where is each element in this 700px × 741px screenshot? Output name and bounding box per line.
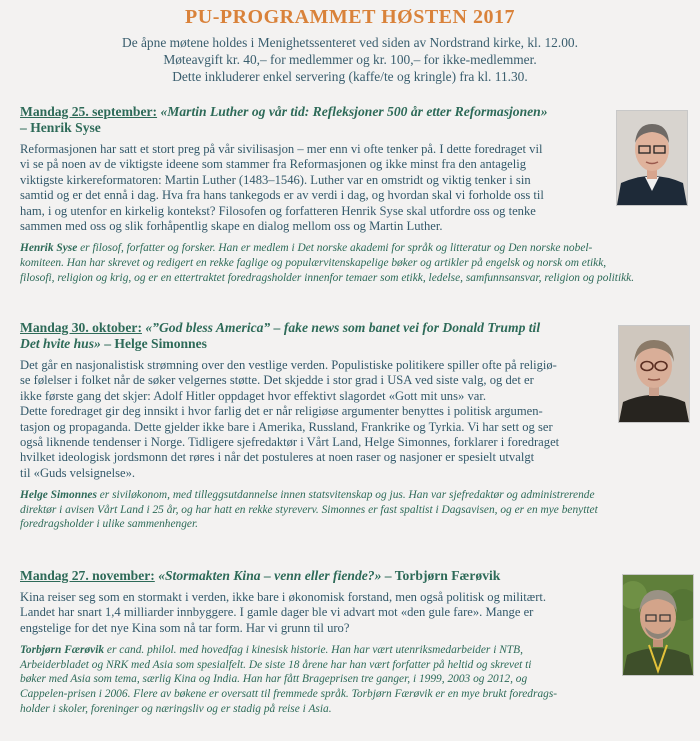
text-line: Landet har snart 1,4 milliarder innbyggere. I gamle dager ble vi advart mot «den gule fare». Mange er bbox=[20, 605, 534, 620]
speaker-photo-henrik-syse bbox=[616, 110, 688, 206]
text-line: Cappelen-prisen i 2006. Flere av bøkene er oversatt til fremmede språk. Torbjørn Færøvik er en mye brukt foredrags- bbox=[20, 688, 558, 700]
text-line: hvilket ideologisk jordsmonn det røres i når det postuleres at noen raser og nasjoner er spesielt utvalgt bbox=[20, 450, 535, 465]
event-description bbox=[20, 142, 610, 234]
bio-name: Henrik Syse bbox=[20, 242, 78, 255]
text-line: ham, i og utenfor en kirkelig kontekst? Filosofen og forfatteren Henrik Syse skal utfordre oss og tenke bbox=[20, 203, 536, 218]
bio-name: Helge Simonnes bbox=[20, 489, 97, 502]
text-line: filosofi, religion og krig, og er en ettertraktet foredragsholder innenfor temaer som etikk, ledelse, samfunnsansvar, religion og politikk. bbox=[20, 271, 635, 284]
intro-text bbox=[0, 34, 700, 85]
intro-line: Dette inkluderer enkel servering (kaffe/te og kringle) fra kl. 11.30. bbox=[172, 69, 528, 84]
speaker-bio bbox=[20, 241, 680, 285]
text-line: sammen med oss og slik forhåpentlig skape en dialog mellom oss og Martin Luther. bbox=[20, 219, 443, 234]
text-line: Dette foredraget gir deg innsikt i hvor farlig det er når religiøse argumenter benyttes i politisk argumen- bbox=[20, 404, 543, 419]
event-september bbox=[20, 104, 635, 285]
text-line: Kina reiser seg som en stormakt i verden, ikke bare i økonomisk forstand, men også politisk og militært. bbox=[20, 590, 547, 604]
text-line: tasjon og propaganda. Dette gjelder ikke bare i Amerika, Russland, Frankrike og Tyrkia. Vi har sett og ser bbox=[20, 419, 553, 434]
event-date: Mandag 25. september: bbox=[20, 104, 158, 119]
event-speaker: – Helge Simonnes bbox=[104, 336, 207, 351]
text-line: se følelser i folket når de søker velgernes støtte. Det skjedde i stor grad i USA ved siste valg, og det er bbox=[20, 373, 534, 388]
text-line: direktør i avisen Vårt Land i 25 år, og har hatt en rekke styreverv. Simonnes er fast spaltist i Dagsavisen, og er en mye benyttet bbox=[20, 503, 598, 516]
text-line: Arbeiderbladet og NRK med Asia som spesialfelt. De siste 18 årene har han vært forfatter på heltid og skrevet ti bbox=[20, 658, 532, 671]
event-heading bbox=[20, 320, 610, 352]
event-heading bbox=[20, 568, 610, 584]
intro-line: Møteavgift kr. 40,– for medlemmer og kr. 100,– for ikke-medlemmer. bbox=[163, 52, 537, 67]
text-line: bøker med Asia som tema, særlig Kina og India. Han har fått Brageprisen tre ganger, i 1999, 2003 og 2012, og bbox=[20, 673, 528, 686]
text-line: er siviløkonom, med tilleggsutdannelse innen statsvitenskap og jus. Han var sjefredaktør og administrerende bbox=[96, 489, 595, 502]
speaker-photo-helge-simonnes bbox=[618, 325, 690, 423]
speaker-photo-torbjorn-faerovik bbox=[622, 574, 694, 676]
event-talk-title: «Stormakten Kina – venn eller fiende?» bbox=[158, 568, 382, 583]
text-line: samtid og er det ennå i dag. Hva fra hans tankegods er av verdi i dag, og hvordan skal vi forholde oss til bbox=[20, 188, 544, 203]
speaker-bio bbox=[20, 488, 680, 532]
event-heading bbox=[20, 104, 610, 136]
event-date: Mandag 30. oktober: bbox=[20, 320, 142, 335]
event-october bbox=[20, 320, 610, 532]
event-date: Mandag 27. november: bbox=[20, 568, 155, 583]
event-talk-title: «”God bless America” – fake news som banet vei for Donald Trump til bbox=[145, 320, 541, 335]
text-line: ikke første gang det skjer: Adolf Hitler oppdaget hvor effektivt slagordet «Gott mit uns» var. bbox=[20, 388, 486, 403]
text-line: til «Guds velsignelse». bbox=[20, 465, 136, 480]
text-line: Det går en nasjonalistisk strømning over den vestlige verden. Populistiske politikere spiller ofte på religiø- bbox=[20, 358, 557, 372]
text-line: er filosof, forfatter og forsker. Han er medlem i Det norske akademi for språk og litteratur og Den norske nobel- bbox=[77, 242, 593, 255]
bio-name: Torbjørn Færøvik bbox=[20, 644, 105, 657]
text-line: viktigste kirkereformatoren: Martin Luther (1483–1546). Luther var en omstridt og viktig tenker i sin bbox=[20, 172, 531, 187]
text-line: engstelige for det nye Kina som nå tar form. Har vi grunn til uro? bbox=[20, 620, 350, 635]
text-line: også liknende tendenser i Norge. Tidligere sjefredaktør i Vårt Land, Helge Simonnes, forklarer i foredraget bbox=[20, 435, 560, 450]
event-speaker: – Henrik Syse bbox=[20, 120, 101, 135]
text-line: er cand. philol. med hovedfag i kinesisk historie. Han har vært utenriksmedarbeider i NTB, bbox=[104, 644, 523, 657]
event-talk-title-cont: Det hvite hus» bbox=[20, 336, 101, 351]
text-line: holder i skoler, foreninger og næringsliv og er stadig på reise i Asia. bbox=[20, 702, 332, 715]
event-speaker: – Torbjørn Færøvik bbox=[384, 568, 501, 583]
event-november bbox=[20, 568, 610, 716]
intro-line: De åpne møtene holdes i Menighetssenteret ved siden av Nordstrand kirke, kl. 12.00. bbox=[122, 35, 578, 50]
event-description bbox=[20, 358, 610, 481]
text-line: vi se på noen av de viktigste ideene som stammer fra Reformasjonen og ikke minst fra den antagelig bbox=[20, 157, 527, 172]
speaker-bio bbox=[20, 643, 610, 716]
event-description bbox=[20, 590, 610, 636]
page-title: PU-PROGRAMMET HØSTEN 2017 bbox=[185, 6, 515, 28]
text-line: foredragsholder i ulike sammenhenger. bbox=[20, 518, 199, 531]
event-talk-title: «Martin Luther og vår tid: Refleksjoner 500 år etter Reformasjonen» bbox=[160, 104, 548, 119]
text-line: komiteen. Han har skrevet og redigert en rekke faglige og populærvitenskapelige bøker og artikler på engelsk og norsk om etikk, bbox=[20, 257, 607, 270]
text-line: Reformasjonen har satt et stort preg på vår sivilisasjon – mer enn vi ofte tenker på. I dette foredraget vil bbox=[20, 142, 543, 156]
